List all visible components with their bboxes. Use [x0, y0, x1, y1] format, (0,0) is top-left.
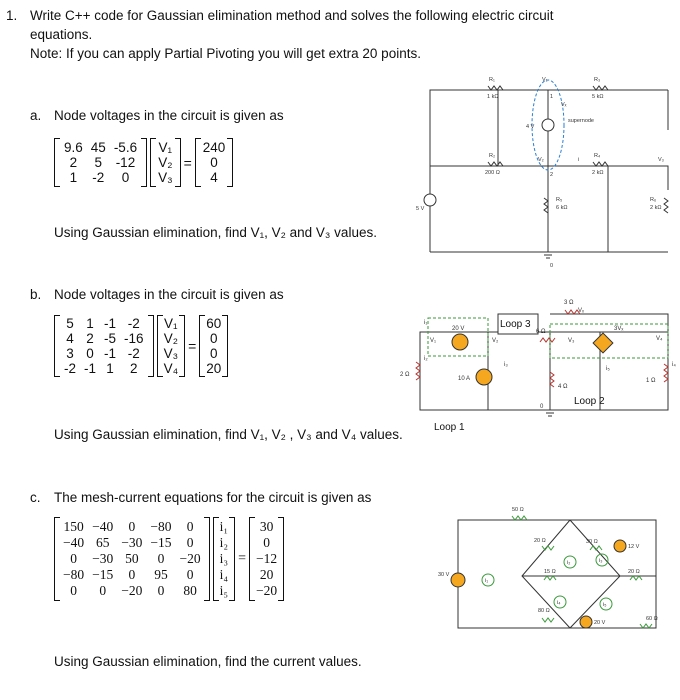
vector-cell: V₁ — [164, 316, 178, 331]
label-i5: i₅ — [606, 366, 610, 372]
label-r6: R₆ — [650, 197, 657, 203]
resistor-6ohm — [540, 338, 555, 342]
matrix-cell: −15 — [92, 567, 114, 582]
label-ground: 0 — [550, 263, 554, 269]
source-5v — [424, 194, 436, 206]
circuit-b-diagram — [400, 292, 680, 437]
label-i4: i₄ — [557, 600, 561, 606]
matrix-cell: -1 — [104, 346, 117, 361]
label-i3: i₃ — [599, 558, 603, 564]
label-20v: 20 V — [452, 326, 465, 332]
label-30v: 30 V — [438, 572, 450, 578]
label-3vx: 3Vₓ — [614, 326, 624, 332]
source-30v — [451, 573, 465, 587]
label-i1: i₁ — [485, 578, 489, 584]
matrix-cell: −80 — [150, 519, 172, 534]
label-50ohm: 50 Ω — [512, 507, 524, 513]
matrix-cell: 0 — [86, 346, 94, 361]
label-r5-value: 6 kΩ — [556, 205, 568, 211]
matrix-cell: 0 — [70, 583, 77, 598]
source-12v — [614, 540, 626, 552]
matrix-cell: 3 — [66, 346, 74, 361]
vector-cell: 0 — [210, 346, 218, 361]
label-r4: R₄ — [594, 153, 601, 159]
vector-cell: i₄ — [219, 567, 229, 582]
matrix-cell: −30 — [121, 535, 143, 550]
vector-cell: V₃ — [163, 346, 179, 361]
matrix-cell: 50 — [125, 551, 139, 566]
resistor-r3 — [593, 86, 608, 90]
matrix-cell: −40 — [92, 519, 114, 534]
vector-cell: i₁ — [219, 519, 229, 534]
matrix-cell: 1 — [69, 170, 78, 185]
matrix-cell: 0 — [121, 170, 130, 185]
rhs-vector — [199, 315, 228, 377]
source-4v — [542, 119, 554, 131]
vector-cell: 4 — [210, 170, 218, 185]
matrix-cell: 45 — [90, 140, 106, 155]
resistor-80ohm — [542, 618, 554, 622]
vector-cell: i₃ — [219, 551, 229, 566]
label-v3: V₃ — [658, 157, 664, 163]
coefficient-matrix — [54, 517, 210, 601]
label-20ohm-a: 20 Ω — [534, 538, 546, 544]
dependent-source-3vx — [593, 333, 613, 353]
label-12v: 12 V — [628, 544, 640, 550]
label-r1-value: 1 kΩ — [487, 94, 499, 100]
matrix-cell: −80 — [63, 567, 85, 582]
part-a-equation — [54, 138, 233, 187]
bonus-note: Note: If you can apply Partial Pivoting you will get extra 20 points. — [30, 46, 421, 61]
variable-vector — [157, 315, 186, 377]
matrix-cell: 0 — [157, 583, 165, 598]
matrix-cell: 0 — [157, 551, 165, 566]
label-i2: i₂ — [567, 560, 571, 566]
vector-cell: V₃ — [158, 170, 173, 185]
vector-cell: i₅ — [219, 583, 229, 598]
label-i1: i₁ — [424, 320, 428, 326]
part-b-equation — [54, 315, 228, 377]
label-i3: i₃ — [504, 362, 508, 368]
vector-cell: 0 — [263, 535, 270, 550]
problem-statement: Write C++ code for Gaussian elimination method and solves the following electric circuit — [30, 8, 554, 23]
label-r3: R₃ — [594, 77, 601, 83]
matrix-cell: 150 — [63, 519, 84, 534]
source-20v — [580, 616, 592, 628]
label-10a: 10 A — [458, 376, 471, 382]
matrix-cell: −30 — [92, 551, 114, 566]
label-20ohm-b: 20 Ω — [628, 569, 640, 575]
label-80ohm: 80 Ω — [538, 608, 550, 614]
part-b-title: Node voltages in the circuit is given as — [54, 287, 284, 302]
part-a-title: Node voltages in the circuit is given as — [54, 108, 284, 123]
matrix-cell: 0 — [99, 583, 107, 598]
matrix-cell: -16 — [124, 331, 144, 346]
label-v1: V₁ — [542, 77, 548, 83]
part-a-instruction: Using Gaussian elimination, find V₁, V₂ and V₃ values. — [54, 225, 377, 240]
label-6ohm: 6 Ω — [536, 329, 546, 335]
vector-cell: V₂ — [158, 155, 173, 170]
label-30ohm: 30 Ω — [586, 539, 598, 545]
matrix-cell: -12 — [115, 155, 136, 170]
label-i5: i₅ — [603, 602, 607, 608]
vector-cell: −20 — [256, 583, 278, 598]
problem-statement-cont: equations. — [30, 27, 93, 42]
resistor-r2 — [488, 162, 503, 166]
ground-icon — [544, 410, 556, 416]
label-loop-3: Loop 3 — [500, 319, 531, 330]
matrix-cell: −40 — [63, 535, 85, 550]
label-vx: Vₓ — [561, 102, 567, 108]
resistor-15ohm — [544, 576, 556, 580]
matrix-cell: 0 — [186, 535, 194, 550]
resistor-r6 — [664, 198, 668, 213]
circuit-c-diagram — [440, 500, 680, 640]
label-3ohm: 3 Ω — [564, 300, 574, 306]
equals-sign: = — [238, 551, 246, 566]
label-15ohm: 15 Ω — [544, 569, 556, 575]
resistor-r4 — [593, 162, 608, 166]
equals-sign: = — [183, 154, 192, 171]
label-r4-value: 2 kΩ — [592, 170, 604, 176]
matrix-cell: 2 — [69, 155, 78, 170]
label-node-2: 2 — [550, 172, 554, 178]
matrix-cell: -1 — [104, 316, 117, 331]
part-c-instruction: Using Gaussian elimination, find the current values. — [54, 654, 362, 669]
label-v2: V₂ — [538, 157, 544, 163]
vector-cell: −12 — [256, 551, 278, 566]
label-ground: 0 — [540, 404, 544, 410]
matrix-cell: 65 — [95, 535, 110, 550]
matrix-cell: 5 — [66, 316, 74, 331]
label-4v: 4 V — [526, 124, 535, 130]
label-node-1: 1 — [550, 94, 554, 100]
matrix-cell: 2 — [86, 331, 94, 346]
matrix-cell: -5.6 — [113, 140, 138, 155]
resistor-50ohm — [512, 516, 527, 520]
matrix-cell: 2 — [130, 361, 138, 376]
vector-cell: 60 — [206, 316, 222, 331]
label-r3-value: 5 kΩ — [592, 94, 604, 100]
label-1ohm: 1 Ω — [646, 378, 656, 384]
vector-cell: 20 — [206, 361, 222, 376]
resistor-1ohm — [664, 364, 668, 382]
resistor-2ohm — [416, 362, 420, 380]
resistor-20ohm-a — [542, 546, 554, 550]
matrix-cell: −20 — [179, 551, 201, 566]
label-v2: V₂ — [492, 338, 499, 344]
matrix-cell: -2 — [64, 361, 77, 376]
vector-cell: 30 — [259, 519, 274, 534]
rhs-vector — [249, 517, 284, 601]
label-20v: 20 V — [594, 620, 606, 626]
matrix-cell: 0 — [186, 519, 194, 534]
label-r2-value: 200 Ω — [485, 170, 500, 176]
label-loop-2: Loop 2 — [574, 396, 605, 407]
coefficient-matrix — [54, 138, 147, 187]
ground-icon — [542, 252, 554, 258]
resistor-20ohm-b — [630, 576, 642, 580]
matrix-cell: -5 — [104, 331, 117, 346]
part-c-equation — [54, 517, 284, 601]
label-i: i — [578, 157, 580, 163]
label-v4: V₄ — [656, 336, 663, 342]
matrix-cell: 0 — [128, 519, 136, 534]
resistor-30ohm — [590, 546, 602, 550]
resistor-4ohm — [550, 372, 554, 387]
vector-cell: V₄ — [163, 361, 179, 376]
matrix-cell: 0 — [186, 567, 194, 582]
source-10a — [476, 369, 492, 385]
problem-number: 1. — [6, 8, 18, 23]
label-2ohm: 2 Ω — [400, 372, 410, 378]
variable-vector — [213, 517, 235, 601]
matrix-cell: −15 — [150, 535, 172, 550]
label-vx: Vₓ — [578, 308, 584, 314]
matrix-cell: 80 — [183, 583, 197, 598]
label-r6-value: 2 kΩ — [650, 205, 662, 211]
source-20v — [452, 334, 468, 350]
matrix-cell: -2 — [92, 170, 105, 185]
matrix-cell: −20 — [121, 583, 143, 598]
part-c-label: c. — [30, 490, 41, 505]
matrix-cell: 0 — [70, 551, 77, 566]
vector-cell: V₁ — [158, 140, 173, 155]
matrix-cell: 9.6 — [64, 140, 83, 155]
label-4ohm: 4 Ω — [558, 384, 568, 390]
vector-cell: V₂ — [163, 331, 178, 346]
matrix-cell: 4 — [66, 331, 74, 346]
vector-cell: 240 — [202, 140, 226, 155]
circuit-a-diagram — [416, 70, 680, 269]
label-i2: i₂ — [424, 356, 428, 362]
matrix-cell: 0 — [128, 567, 136, 582]
part-c-title: The mesh-current equations for the circuit is given as — [54, 490, 372, 505]
variable-vector — [150, 138, 181, 187]
vector-cell: 0 — [210, 331, 218, 346]
equals-sign: = — [188, 338, 197, 354]
vector-cell: i₂ — [219, 535, 229, 550]
resistor-r5 — [544, 198, 548, 213]
label-r2: R₂ — [489, 153, 496, 159]
label-r1: R₁ — [489, 77, 495, 83]
matrix-cell: -1 — [84, 361, 97, 376]
matrix-cell: 1 — [86, 316, 94, 331]
resistor-r1 — [488, 86, 503, 90]
label-5v: 5 V — [416, 206, 425, 212]
matrix-cell: 95 — [154, 567, 168, 582]
part-b-label: b. — [30, 287, 42, 302]
label-supernode: supernode — [568, 118, 594, 124]
resistor-60ohm — [640, 624, 652, 628]
part-a-label: a. — [30, 108, 42, 123]
coefficient-matrix — [54, 315, 154, 377]
part-b-instruction: Using Gaussian elimination, find V₁, V₂ , V₃ and V₄ values. — [54, 427, 403, 442]
label-v3: V₃ — [568, 338, 575, 344]
vector-cell: 0 — [210, 155, 218, 170]
matrix-cell: 5 — [94, 155, 103, 170]
rhs-vector — [195, 138, 234, 187]
matrix-cell: 1 — [106, 361, 114, 376]
label-r5: R₅ — [556, 197, 563, 203]
label-i4: i₄ — [672, 362, 676, 368]
vector-cell: 20 — [259, 567, 274, 582]
label-loop-1: Loop 1 — [434, 422, 465, 433]
label-60ohm: 60 Ω — [646, 616, 658, 622]
matrix-cell: -2 — [127, 346, 140, 361]
label-v1: V₁ — [430, 338, 437, 344]
matrix-cell: -2 — [127, 316, 140, 331]
